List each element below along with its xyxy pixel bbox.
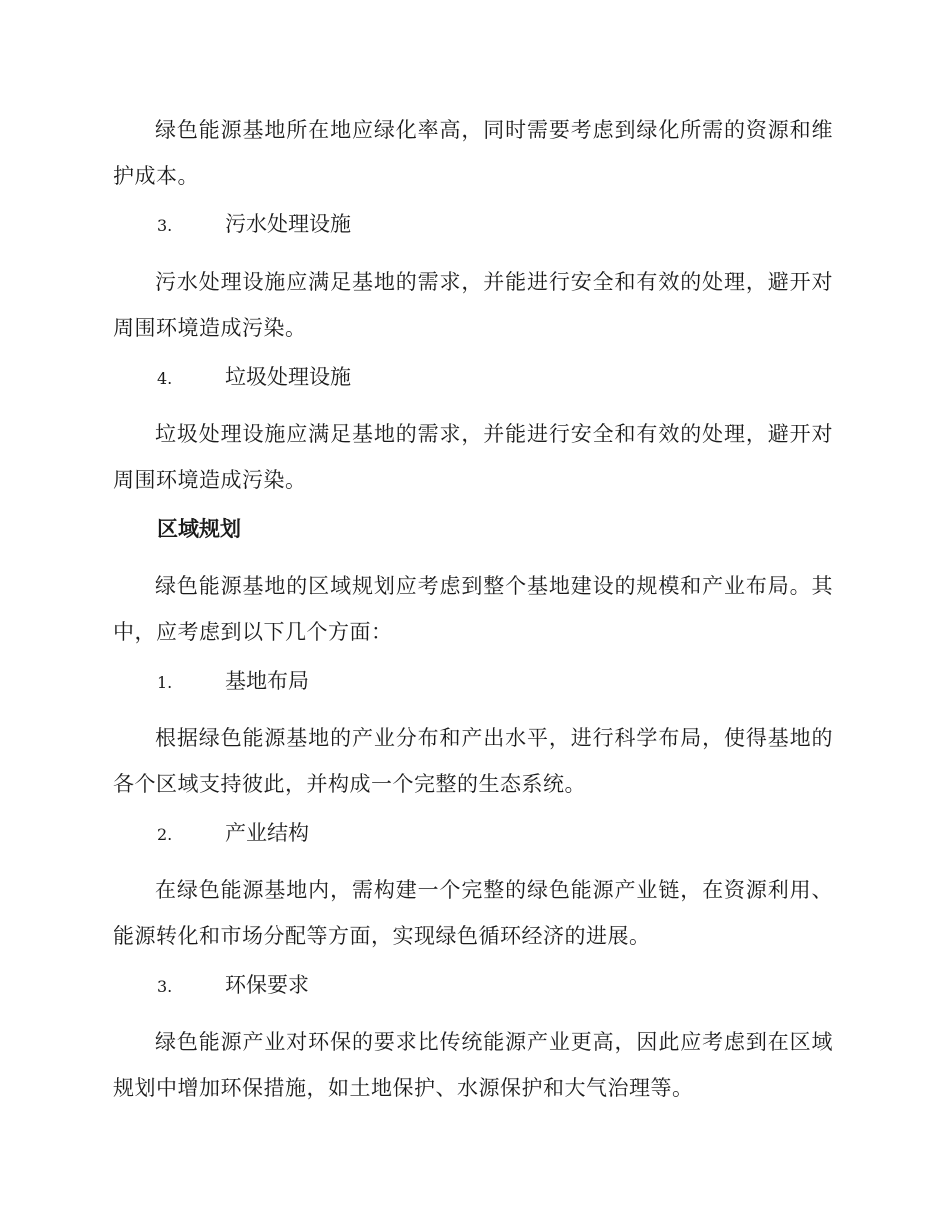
paragraph-layout: 根据绿色能源基地的产业分布和产出水平，进行科学布局，使得基地的各个区域支持彼此，并构成一个完整的生态系统。 — [113, 726, 833, 796]
list-number: 3. — [157, 977, 173, 996]
paragraph-sewage: 污水处理设施应满足基地的需求，并能进行安全和有效的处理，避开对周围环境造成污染。 — [113, 270, 833, 340]
list-item-sewage — [157, 209, 351, 241]
list-item-layout — [157, 666, 309, 698]
list-number: 3. — [157, 216, 173, 235]
list-number: 4. — [157, 369, 173, 388]
list-item-title: 基地布局 — [225, 669, 309, 693]
section-heading: 区域规划 — [157, 517, 241, 541]
list-item-environment — [157, 970, 309, 1002]
list-item-title: 污水处理设施 — [225, 212, 351, 236]
list-number: 1. — [157, 673, 173, 692]
paragraph-industry-structure: 在绿色能源基地内，需构建一个完整的绿色能源产业链，在资源利用、能源转化和市场分配等方面，实现绿色循环经济的进展。 — [113, 878, 833, 948]
list-item-title: 垃圾处理设施 — [225, 365, 351, 389]
list-item-title: 产业结构 — [225, 821, 309, 845]
paragraph-greening: 绿色能源基地所在地应绿化率高，同时需要考虑到绿化所需的资源和维护成本。 — [113, 118, 833, 188]
paragraph-regional-planning: 绿色能源基地的区域规划应考虑到整个基地建设的规模和产业布局。其中，应考虑到以下几个方面： — [113, 574, 833, 644]
list-item-industry-structure — [157, 818, 309, 850]
paragraph-garbage: 垃圾处理设施应满足基地的需求，并能进行安全和有效的处理，避开对周围环境造成污染。 — [113, 422, 833, 492]
paragraph-environment: 绿色能源产业对环保的要求比传统能源产业更高，因此应考虑到在区域规划中增加环保措施，如土地保护、水源保护和大气治理等。 — [113, 1030, 833, 1100]
list-item-garbage — [157, 362, 351, 394]
list-number: 2. — [157, 825, 173, 844]
list-item-title: 环保要求 — [225, 973, 309, 997]
